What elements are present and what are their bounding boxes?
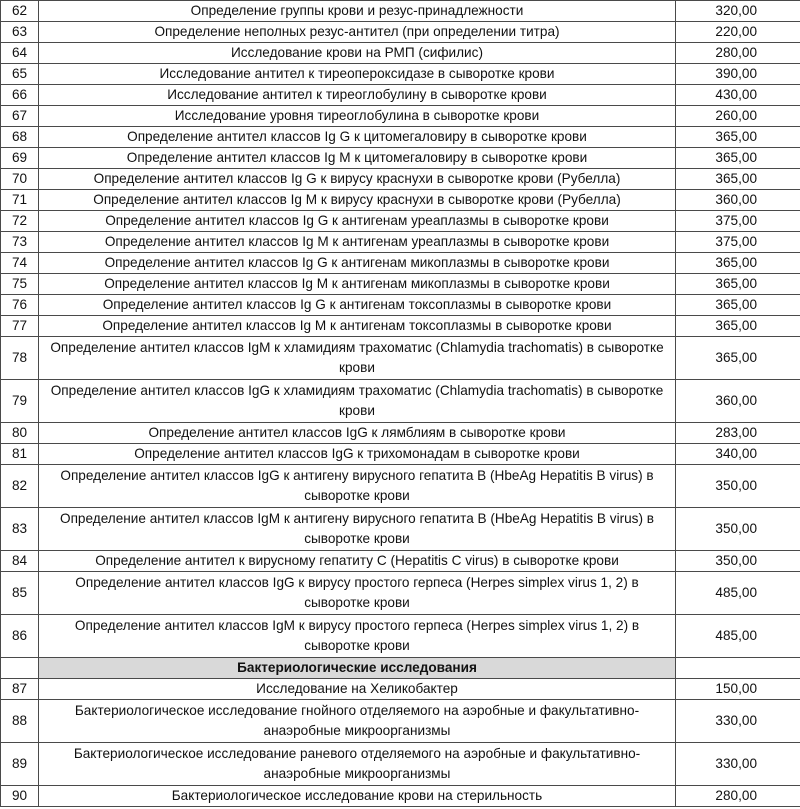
table-row (1, 253, 800, 274)
table-row (1, 743, 800, 786)
row-number: 65 (1, 64, 39, 85)
table-row (1, 444, 800, 465)
table-row (1, 1, 800, 22)
service-price: 365,00 (676, 148, 800, 169)
row-number: 75 (1, 274, 39, 295)
row-number: 83 (1, 508, 39, 551)
service-price: 365,00 (676, 316, 800, 337)
table-row (1, 232, 800, 253)
service-price: 375,00 (676, 232, 800, 253)
service-price: 430,00 (676, 85, 800, 106)
table-row (1, 190, 800, 211)
service-price: 350,00 (676, 551, 800, 572)
table-row (1, 169, 800, 190)
service-name: Определение группы крови и резус-принадлежности (39, 1, 676, 22)
row-number: 87 (1, 679, 39, 700)
service-price: 283,00 (676, 423, 800, 444)
service-name: Определение антител классов IgG к лямблиям в сыворотке крови (39, 423, 676, 444)
table-row (1, 127, 800, 148)
table-row (1, 337, 800, 380)
service-name: Бактериологическое исследование гнойного отделяемого на аэробные и факультативно-анаэробные микроорганизмы (39, 700, 676, 743)
service-price: 360,00 (676, 190, 800, 211)
service-price: 365,00 (676, 169, 800, 190)
service-name: Исследование уровня тиреоглобулина в сыворотке крови (39, 106, 676, 127)
row-number: 70 (1, 169, 39, 190)
service-name: Определение антител классов Ig M к антигенам токсоплазмы в сыворотке крови (39, 316, 676, 337)
row-number: 85 (1, 572, 39, 615)
table-row (1, 85, 800, 106)
row-number: 62 (1, 1, 39, 22)
service-name: Определение неполных резус-антител (при определении титра) (39, 22, 676, 43)
table-row (1, 22, 800, 43)
service-price: 330,00 (676, 743, 800, 786)
service-name: Определение антител классов Ig M к антигенам уреаплазмы в сыворотке крови (39, 232, 676, 253)
section-header-row (1, 658, 800, 679)
row-number: 88 (1, 700, 39, 743)
service-price: 280,00 (676, 786, 800, 807)
service-name: Определение антител классов Ig G к цитомегаловиру в сыворотке крови (39, 127, 676, 148)
service-name: Определение антител классов Ig M к вирусу краснухи в сыворотке крови (Рубелла) (39, 190, 676, 211)
service-name: Определение антител к вирусному гепатиту С (Hepatitis C virus) в сыворотке крови (39, 551, 676, 572)
row-number: 73 (1, 232, 39, 253)
row-number: 69 (1, 148, 39, 169)
service-name: Определение антител классов IgM к хламидиям трахоматис (Chlamydia trachomatis) в сыворотке крови (39, 337, 676, 380)
row-number: 79 (1, 380, 39, 423)
table-row (1, 295, 800, 316)
service-price: 365,00 (676, 295, 800, 316)
table-row (1, 148, 800, 169)
row-number: 72 (1, 211, 39, 232)
service-price: 360,00 (676, 380, 800, 423)
service-name: Исследование антител к тиреопероксидазе в сыворотке крови (39, 64, 676, 85)
table-row (1, 786, 800, 807)
row-number: 66 (1, 85, 39, 106)
price-list-body (1, 1, 800, 807)
service-name: Бактериологическое исследование крови на стерильность (39, 786, 676, 807)
service-price: 260,00 (676, 106, 800, 127)
table-row (1, 274, 800, 295)
service-name: Определение антител классов IgG к трихомонадам в сыворотке крови (39, 444, 676, 465)
service-name: Определение антител классов Ig M к антигенам микоплазмы в сыворотке крови (39, 274, 676, 295)
service-price: 350,00 (676, 465, 800, 508)
service-name: Определение антител классов Ig G к антигенам токсоплазмы в сыворотке крови (39, 295, 676, 316)
service-name: Бактериологическое исследование раневого отделяемого на аэробные и факультативно-анаэробные микроорганизмы (39, 743, 676, 786)
row-number: 90 (1, 786, 39, 807)
row-number: 82 (1, 465, 39, 508)
row-number: 80 (1, 423, 39, 444)
service-price (676, 658, 800, 679)
row-number: 74 (1, 253, 39, 274)
row-number: 81 (1, 444, 39, 465)
service-name: Определение антител классов IgG к антигену вирусного гепатита В (HbeAg Hepatitis B virus) в сыворотке крови (39, 465, 676, 508)
table-row (1, 508, 800, 551)
row-number: 64 (1, 43, 39, 64)
service-price: 280,00 (676, 43, 800, 64)
row-number: 71 (1, 190, 39, 211)
table-row (1, 551, 800, 572)
service-name: Исследование антител к тиреоглобулину в сыворотке крови (39, 85, 676, 106)
row-number: 67 (1, 106, 39, 127)
table-row (1, 380, 800, 423)
table-row (1, 43, 800, 64)
service-name: Определение антител классов Ig G к антигенам микоплазмы в сыворотке крови (39, 253, 676, 274)
service-name: Определение антител классов IgM к антигену вирусного гепатита В (HbeAg Hepatitis B virus) в сыворотке крови (39, 508, 676, 551)
service-price: 365,00 (676, 274, 800, 295)
service-price: 365,00 (676, 337, 800, 380)
row-number: 76 (1, 295, 39, 316)
service-price: 340,00 (676, 444, 800, 465)
service-price: 365,00 (676, 253, 800, 274)
row-number: 86 (1, 615, 39, 658)
service-name: Определение антител классов Ig M к цитомегаловиру в сыворотке крови (39, 148, 676, 169)
table-row (1, 423, 800, 444)
service-price: 150,00 (676, 679, 800, 700)
table-row (1, 64, 800, 85)
row-number: 78 (1, 337, 39, 380)
table-row (1, 106, 800, 127)
service-price: 485,00 (676, 572, 800, 615)
service-price: 330,00 (676, 700, 800, 743)
service-name: Исследование на Хеликобактер (39, 679, 676, 700)
row-number: 84 (1, 551, 39, 572)
table-row (1, 615, 800, 658)
table-row (1, 465, 800, 508)
service-name: Определение антител классов IgG к хламидиям трахоматис (Chlamydia trachomatis) в сыворотке крови (39, 380, 676, 423)
service-name: Исследование крови на РМП (сифилис) (39, 43, 676, 64)
table-row (1, 316, 800, 337)
row-number: 89 (1, 743, 39, 786)
service-price: 320,00 (676, 1, 800, 22)
row-number: 63 (1, 22, 39, 43)
service-price: 220,00 (676, 22, 800, 43)
service-name: Определение антител классов Ig G к вирусу краснухи в сыворотке крови (Рубелла) (39, 169, 676, 190)
row-number (1, 658, 39, 679)
table-row (1, 211, 800, 232)
service-name: Определение антител классов IgM к вирусу простого герпеса (Herpes simplex virus 1, 2) в сыворотке крови (39, 615, 676, 658)
service-price: 375,00 (676, 211, 800, 232)
row-number: 77 (1, 316, 39, 337)
table-row (1, 572, 800, 615)
service-price: 365,00 (676, 127, 800, 148)
service-price: 350,00 (676, 508, 800, 551)
row-number: 68 (1, 127, 39, 148)
table-row (1, 700, 800, 743)
service-price: 485,00 (676, 615, 800, 658)
service-price: 390,00 (676, 64, 800, 85)
service-name: Определение антител классов Ig G к антигенам уреаплазмы в сыворотке крови (39, 211, 676, 232)
section-title: Бактериологические исследования (39, 658, 676, 679)
table-row (1, 679, 800, 700)
service-name: Определение антител классов IgG к вирусу простого герпеса (Herpes simplex virus 1, 2) в сыворотке крови (39, 572, 676, 615)
